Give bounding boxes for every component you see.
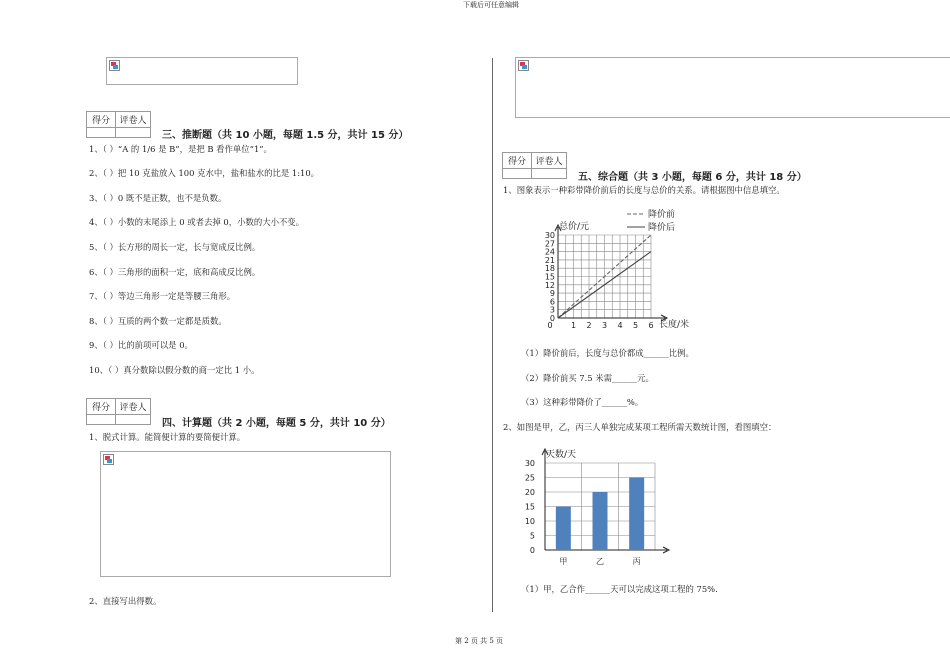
section5-q1-sub3: （3）这种彩带降价了______%。 [521, 397, 644, 407]
bar-chart-categories [559, 557, 640, 566]
image-placeholder-calc [100, 451, 391, 577]
score-label: 得分 [87, 399, 116, 415]
y-tick-label: 10 [524, 517, 535, 526]
question-item: 8、（ ）互质的两个数一定都是质数。 [89, 316, 227, 326]
bar-chart [518, 442, 678, 570]
score-table-section4 [86, 398, 151, 425]
section5-q1-sub1: （1）降价前后，长度与总价都成______比例。 [521, 348, 694, 358]
category-label: 甲 [559, 557, 568, 566]
reviewer-label: 评卷人 [116, 112, 151, 128]
x-tick-label: 0 [547, 321, 553, 330]
line-chart-legend [627, 208, 675, 233]
x-tick-label: 5 [632, 321, 639, 330]
line-chart-xlabel: 长度/米 [659, 320, 690, 330]
broken-image-icon [518, 60, 529, 71]
line-chart-ylabel: 总价/元 [559, 222, 590, 232]
x-tick-label: 1 [570, 321, 577, 330]
score-cell[interactable] [87, 415, 116, 425]
y-tick-label: 27 [544, 239, 555, 249]
question-item: 2、（ ）把 10 克盐放入 100 克水中，盐和盐水的比是 1:10。 [89, 168, 320, 178]
y-tick-label: 18 [544, 264, 555, 274]
broken-image-icon [109, 60, 120, 71]
y-tick-label: 24 [544, 247, 555, 257]
y-tick-label: 5 [529, 531, 535, 541]
question-item: 7、（ ）等边三角形一定是等腰三角形。 [89, 291, 236, 301]
column-divider [492, 58, 493, 612]
category-label: 丙 [632, 557, 641, 566]
question-item: 9、（ ）比的前项可以是 0。 [89, 340, 193, 350]
y-tick-label: 9 [549, 289, 555, 299]
bar-1 [593, 492, 608, 550]
reviewer-cell[interactable] [532, 169, 567, 179]
y-tick-label: 0 [549, 314, 555, 323]
x-tick-label: 6 [648, 321, 654, 330]
question-item: 4、（ ）小数的末尾添上 0 或者去掉 0，小数的大小不变。 [89, 217, 305, 227]
bar-chart-bars [556, 478, 644, 551]
section5-q1-sub2: （2）降价前买 7.5 米需______元。 [521, 373, 654, 383]
broken-image-icon [103, 454, 114, 465]
line-chart-axes [555, 225, 667, 321]
section5-question1: 1、图象表示一种彩带降价前后的长度与总价的关系。请根据图中信息填空。 [503, 185, 785, 195]
line-chart-y-ticks [545, 231, 555, 323]
page-header: 下载后可任意编辑 [463, 1, 519, 9]
y-tick-label: 25 [524, 473, 535, 483]
y-tick-label: 15 [524, 502, 535, 512]
reviewer-cell[interactable] [116, 128, 151, 138]
y-tick-label: 6 [549, 297, 555, 307]
page-footer: 第 2 页 共 5 页 [455, 637, 504, 645]
bar-chart-ylabel: 天数/天 [546, 450, 577, 460]
reviewer-cell[interactable] [116, 415, 151, 425]
question-item: 10、（ ）真分数除以假分数的商一定比 1 小。 [89, 365, 260, 375]
y-tick-label: 12 [544, 280, 555, 290]
legend-label-before: 降价前 [648, 210, 676, 220]
score-cell[interactable] [87, 128, 116, 138]
question-item: 5、（ ）长方形的周长一定，长与宽成反比例。 [89, 242, 261, 252]
legend-label-after: 降价后 [648, 223, 676, 233]
section3-title: 三、推断题（共 10 小题，每题 1.5 分，共计 15 分） [162, 130, 409, 141]
y-tick-label: 21 [544, 255, 555, 265]
question-item: 1、（ ）“A 的 1/6 是 B”，是把 B 看作单位“1”。 [89, 144, 272, 154]
score-cell[interactable] [503, 169, 532, 179]
y-tick-label: 0 [529, 546, 535, 555]
y-tick-label: 3 [549, 305, 555, 315]
reviewer-label: 评卷人 [116, 399, 151, 415]
question-item: 6、（ ）三角形的面积一定，底和高成反比例。 [89, 267, 261, 277]
line-chart [538, 202, 708, 332]
y-tick-label: 30 [544, 231, 555, 240]
image-placeholder-top-left [106, 57, 298, 85]
y-tick-label: 20 [524, 488, 535, 497]
question-item: 3、（ ）0 既不是正数，也不是负数。 [89, 193, 227, 203]
image-placeholder-top-right [515, 57, 950, 118]
section4-title: 四、计算题（共 2 小题，每题 5 分，共计 10 分） [162, 418, 391, 429]
x-tick-label: 2 [586, 321, 592, 330]
bar-chart-y-ticks [525, 459, 535, 555]
bar-2 [629, 478, 644, 551]
category-label: 乙 [596, 557, 604, 566]
score-table-section5 [502, 152, 567, 179]
section5-question2: 2、如图是甲，乙，丙三人单独完成某项工程所需天数统计图，看图填空： [503, 422, 777, 432]
score-label: 得分 [87, 112, 116, 128]
reviewer-label: 评卷人 [532, 153, 567, 169]
section4-question2: 2、直接写出得数。 [89, 596, 162, 606]
section4-question1: 1、脱式计算。能简便计算的要简便计算。 [89, 432, 246, 442]
section5-title: 五、综合题（共 3 小题，每题 6 分，共计 18 分） [578, 172, 807, 183]
score-label: 得分 [503, 153, 532, 169]
line-chart-x-ticks [547, 321, 653, 330]
y-tick-label: 15 [544, 272, 555, 282]
section5-q2-sub1: （1）甲，乙合作______天可以完成这项工程的 75%. [521, 584, 718, 594]
y-tick-label: 30 [524, 459, 535, 468]
x-tick-label: 3 [601, 321, 608, 330]
bar-0 [556, 507, 571, 551]
score-table-section3 [86, 111, 151, 138]
x-tick-label: 4 [617, 321, 623, 330]
